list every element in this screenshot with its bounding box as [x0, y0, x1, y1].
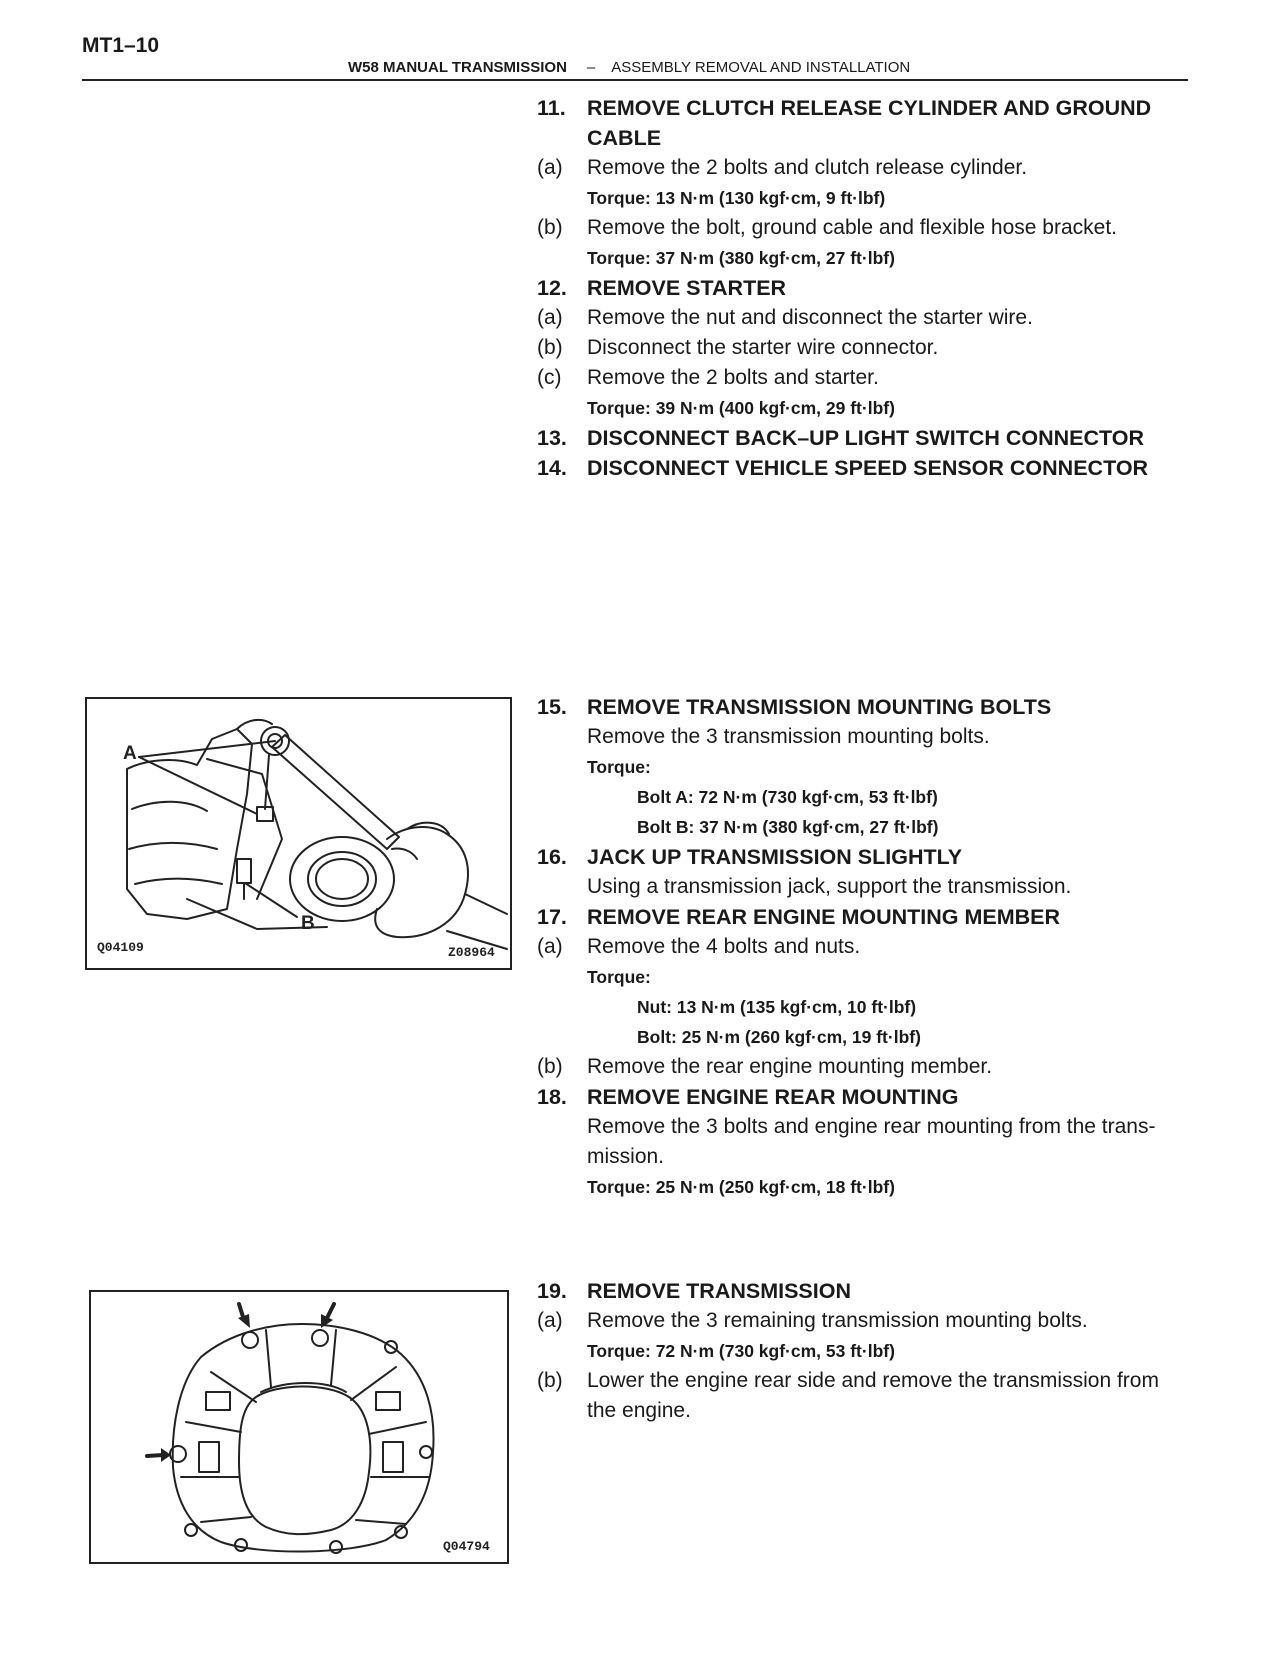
step-number: 17.	[537, 905, 567, 929]
step-number: 13.	[537, 426, 567, 450]
step-18-title	[537, 1082, 1203, 1112]
substep-mark: (b)	[537, 1055, 563, 1078]
substep-text: Disconnect the starter wire connector.	[587, 336, 939, 359]
torque-spec: Torque: 25 N·m (250 kgf·cm, 18 ft·lbf)	[587, 1177, 895, 1197]
bolt-a-label: A	[123, 743, 137, 764]
step-11b	[537, 213, 1203, 243]
step-title-text: DISCONNECT VEHICLE SPEED SENSOR CONNECTOR	[587, 456, 1149, 480]
substep-mark: (a)	[537, 156, 563, 179]
step-16-text: Using a transmission jack, support the transmission.	[587, 875, 1072, 898]
figure-mounting-bolts	[85, 697, 512, 970]
torque-spec: Torque: 13 N·m (130 kgf·cm, 9 ft·lbf)	[587, 188, 886, 208]
substep-mark: (b)	[537, 336, 563, 359]
substep-mark: (a)	[537, 306, 563, 329]
step-number: 14.	[537, 456, 567, 480]
step-12a	[537, 303, 1203, 333]
steps-11-14	[537, 93, 1203, 483]
torque-label: Torque:	[587, 757, 651, 777]
step-19-title	[537, 1276, 1203, 1306]
substep-text: Remove the 3 remaining transmission mounting bolts.	[587, 1309, 1088, 1332]
torque-spec: Torque: 39 N·m (400 kgf·cm, 29 ft·lbf)	[587, 398, 895, 418]
step-19-block	[537, 1276, 1203, 1426]
step-number: 16.	[537, 845, 567, 869]
figure-bell-housing	[89, 1290, 509, 1564]
substep-text: Remove the 2 bolts and starter.	[587, 366, 879, 389]
substep-text: Lower the engine rear side and remove the transmission from	[587, 1369, 1159, 1392]
step-12b	[537, 333, 1203, 363]
torque-spec: Torque: 37 N·m (380 kgf·cm, 27 ft·lbf)	[587, 248, 895, 268]
torque-spec-bolt: Bolt: 25 N·m (260 kgf·cm, 19 ft·lbf)	[637, 1027, 921, 1047]
running-header	[348, 59, 910, 76]
page-number: MT1–10	[82, 34, 160, 57]
step-number: 12.	[537, 276, 567, 300]
torque-spec-nut: Nut: 13 N·m (135 kgf·cm, 10 ft·lbf)	[637, 997, 917, 1017]
step-17b	[537, 1052, 1203, 1082]
step-title-text: JACK UP TRANSMISSION SLIGHTLY	[587, 845, 963, 869]
step-title-text: REMOVE CLUTCH RELEASE CYLINDER AND GROUND	[587, 96, 1152, 120]
step-number: 19.	[537, 1279, 567, 1303]
step-title-text: REMOVE TRANSMISSION MOUNTING BOLTS	[587, 695, 1052, 719]
section-title: W58 MANUAL TRANSMISSION	[348, 59, 567, 76]
step-11-title	[537, 93, 1203, 123]
mounting-bolts-illustration	[87, 699, 510, 968]
substep-mark: (b)	[537, 1369, 563, 1392]
torque-spec-bolt-b: Bolt B: 37 N·m (380 kgf·cm, 27 ft·lbf)	[637, 817, 939, 837]
step-title-text: REMOVE ENGINE REAR MOUNTING	[587, 1085, 959, 1109]
substep-text: Remove the nut and disconnect the starter wire.	[587, 306, 1033, 329]
step-16-title	[537, 842, 1203, 872]
step-title-text: DISCONNECT BACK–UP LIGHT SWITCH CONNECTOR	[587, 426, 1145, 450]
bolt-b-label: B	[301, 913, 315, 934]
step-19b	[537, 1366, 1203, 1396]
step-title-text: CABLE	[587, 126, 662, 150]
substep-text: Remove the rear engine mounting member.	[587, 1055, 993, 1078]
substep-text: Remove the 4 bolts and nuts.	[587, 935, 861, 958]
step-title-text: REMOVE TRANSMISSION	[587, 1279, 851, 1303]
torque-spec-bolt-a: Bolt A: 72 N·m (730 kgf·cm, 53 ft·lbf)	[637, 787, 938, 807]
step-title-text: REMOVE REAR ENGINE MOUNTING MEMBER	[587, 905, 1061, 929]
bell-housing-illustration	[91, 1292, 507, 1562]
step-14-title	[537, 453, 1203, 483]
step-15-title	[537, 692, 1203, 722]
step-12-title	[537, 273, 1203, 303]
step-18-text: Remove the 3 bolts and engine rear mounting from the trans-	[587, 1115, 1156, 1138]
step-12c	[537, 363, 1203, 393]
substep-mark: (a)	[537, 1309, 563, 1332]
step-17a	[537, 932, 1203, 962]
step-number: 18.	[537, 1085, 567, 1109]
step-18-text-cont: mission.	[587, 1145, 665, 1168]
step-19a	[537, 1306, 1203, 1336]
torque-label: Torque:	[587, 967, 651, 987]
figure-code-right: Z08964	[448, 945, 495, 960]
header-separator: –	[586, 59, 596, 76]
substep-text: Remove the 2 bolts and clutch release cylinder.	[587, 156, 1028, 179]
steps-15-18	[537, 692, 1203, 1202]
header-rule	[82, 79, 1188, 81]
step-11a	[537, 153, 1203, 183]
step-title-text: REMOVE STARTER	[587, 276, 787, 300]
step-15-text: Remove the 3 transmission mounting bolts.	[587, 725, 990, 748]
subsection-title: ASSEMBLY REMOVAL AND INSTALLATION	[611, 59, 911, 76]
figure-code-right: Q04794	[443, 1539, 490, 1554]
step-13-title	[537, 423, 1203, 453]
torque-spec: Torque: 72 N·m (730 kgf·cm, 53 ft·lbf)	[587, 1341, 895, 1361]
substep-mark: (a)	[537, 935, 563, 958]
substep-mark: (b)	[537, 216, 563, 239]
step-11-title-cont	[537, 123, 1203, 153]
step-number: 11.	[537, 96, 566, 120]
substep-text: Remove the bolt, ground cable and flexible hose bracket.	[587, 216, 1117, 239]
step-19b-cont: the engine.	[587, 1399, 691, 1422]
step-17-title	[537, 902, 1203, 932]
step-number: 15.	[537, 695, 567, 719]
substep-mark: (c)	[537, 366, 562, 389]
figure-code-left: Q04109	[97, 940, 144, 955]
